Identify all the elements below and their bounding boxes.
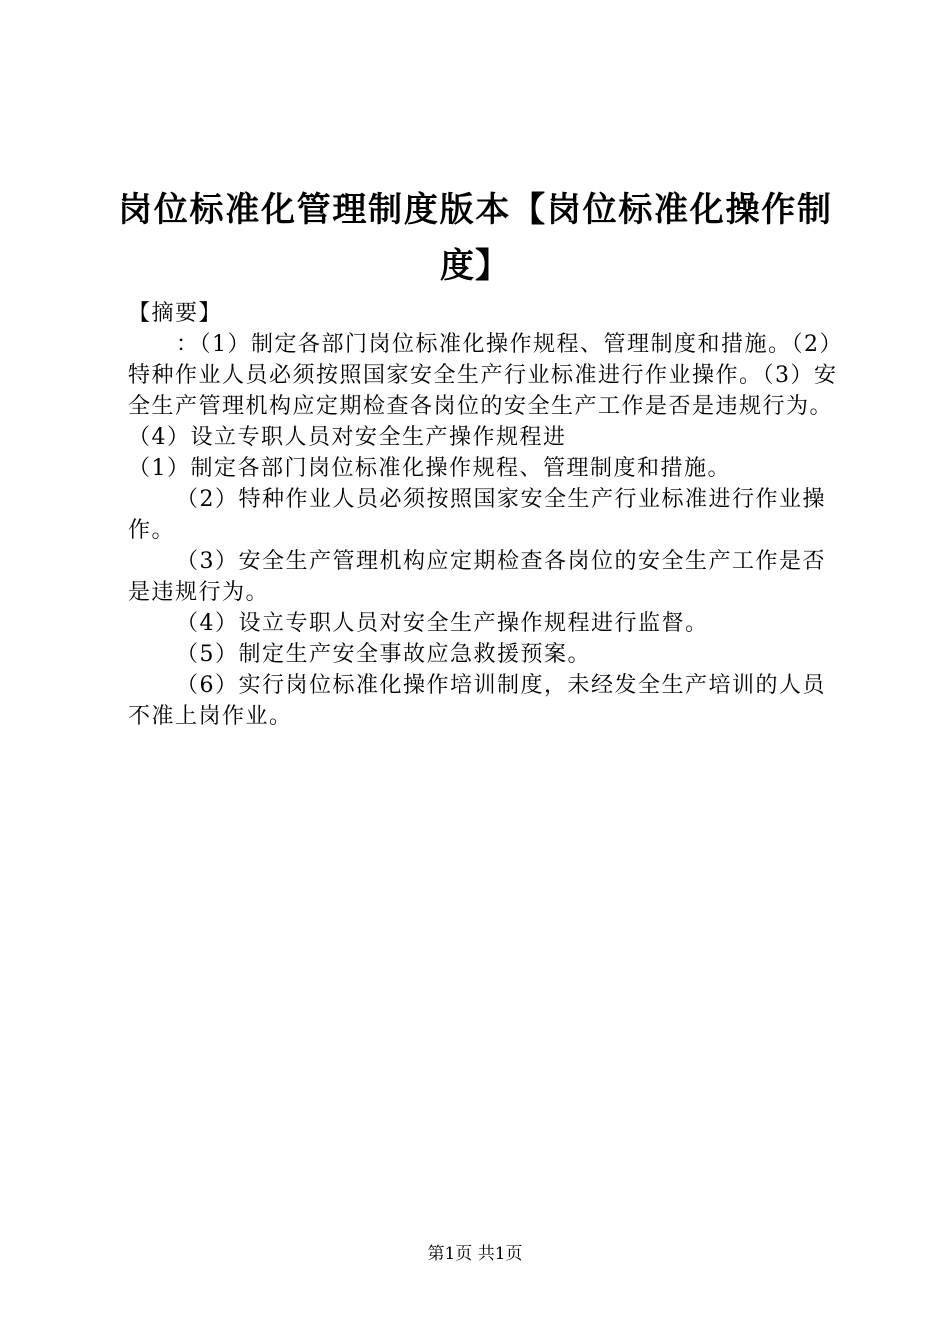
document-body <box>128 298 840 732</box>
paragraph-2: （2）特种作业人员必须按照国家安全生产行业标准进行作业操作。 <box>128 487 826 543</box>
paragraph-1: （1）制定各部门岗位标准化操作规程、管理制度和措施。 <box>128 456 731 481</box>
abstract-heading: 【摘要】 <box>128 301 223 326</box>
paragraph-4: （4）设立专职人员对安全生产操作规程进行监督。 <box>176 611 709 636</box>
paragraph-6: （6）实行岗位标准化操作培训制度，未经发全生产培训的人员不准上岗作业。 <box>128 673 826 729</box>
page-footer: 第1页 共1页 <box>427 1244 523 1264</box>
document-title: 岗位标准化管理制度版本【岗位标准化操作制度】 <box>118 190 832 286</box>
abstract-text: ：（1）制定各部门岗位标准化操作规程、管理制度和措施。（2）特种作业人员必须按照国家安全生产行业标准进行作业操作。（3）安全生产管理机构应定期检查各岗位的安全生产工作是否是违规行为。（4）设立专职人员对安全生产操作规程进 <box>128 332 838 450</box>
paragraph-3: （3）安全生产管理机构应定期检查各岗位的安全生产工作是否是违规行为。 <box>128 549 826 605</box>
paragraph-5: （5）制定生产安全事故应急救援预案。 <box>176 642 591 667</box>
